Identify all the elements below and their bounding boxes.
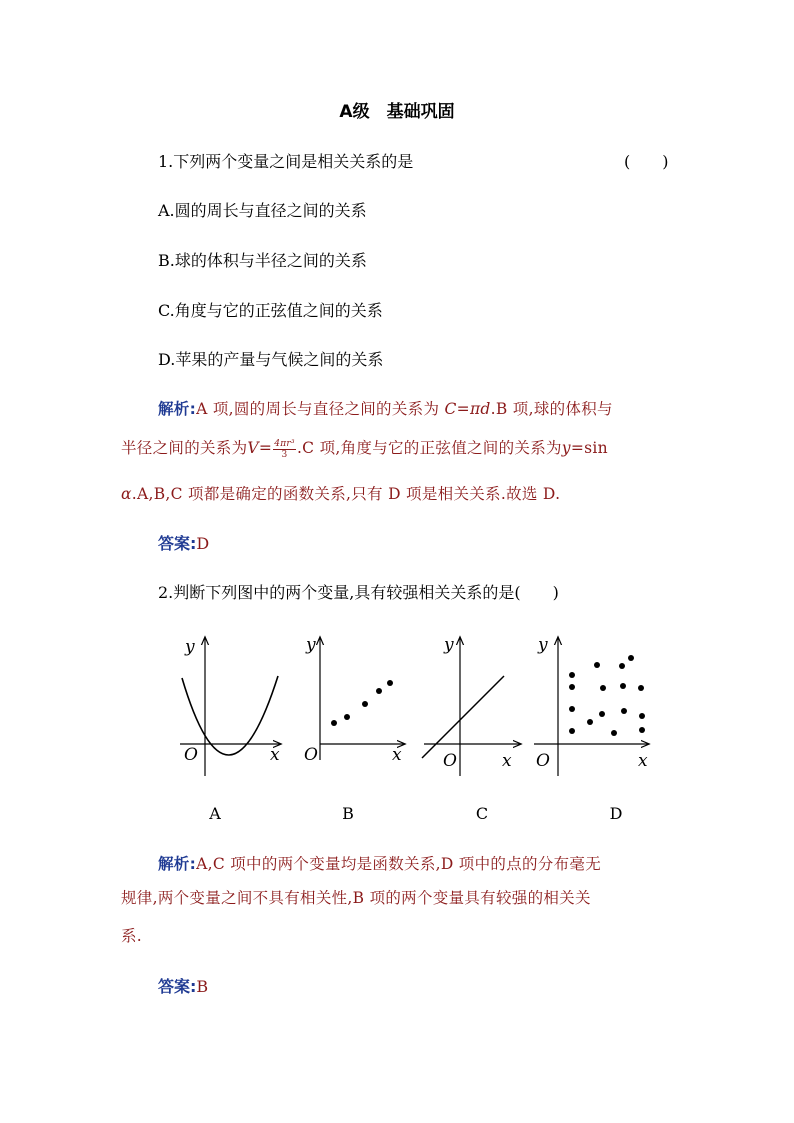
graph-b-point xyxy=(362,701,368,707)
graph-a-x-label: x xyxy=(270,745,280,765)
graph-d-point xyxy=(600,685,606,691)
q1-option-d: D.苹果的产量与气候之间的关系 xyxy=(158,350,384,369)
graph-d-point xyxy=(619,663,625,669)
graph-a-label: A xyxy=(209,804,221,823)
graph-b-point xyxy=(376,688,382,694)
volume-fraction: $\frac{\text{4πr³}}{3}$ xyxy=(274,438,295,460)
q1-option-b: B.球的体积与半径之间的关系 xyxy=(158,251,367,270)
graph-c-x-label: x xyxy=(502,751,512,771)
graph-d-point xyxy=(599,711,605,717)
graph-b-x-label: x xyxy=(392,745,402,765)
graph-b-y-label: y xyxy=(306,635,316,655)
graph-d-point xyxy=(569,728,575,734)
graph-d-point xyxy=(620,683,626,689)
q1-option-c: C.角度与它的正弦值之间的关系 xyxy=(158,301,383,320)
graph-c-label: C xyxy=(475,804,489,823)
graph-b-point xyxy=(344,714,350,720)
graph-d-point xyxy=(569,672,575,678)
q1-analysis-line2: 半径之间的关系为V= $\frac{\text{4πr³}}{3}$ .C 项,角度与它的正弦值之间的关系为y=sin xyxy=(121,438,608,460)
q2-answer: 答案:B xyxy=(158,977,209,996)
q2-analysis-line2: 规律,两个变量之间不具有相关性,B 项的两个变量具有较强的相关关 xyxy=(121,889,591,907)
graph-d-point xyxy=(611,730,617,736)
graph-d-point xyxy=(569,706,575,712)
q1-answer-paren: ( ) xyxy=(624,152,669,171)
graph-b-linear-scatter xyxy=(300,628,410,778)
graph-c-origin: O xyxy=(443,751,457,771)
graph-a-curve xyxy=(182,676,278,755)
q2-analysis-line1: 解析:A,C 项中的两个变量均是函数关系,D 项中的点的分布毫无 xyxy=(158,855,601,873)
graph-d-point xyxy=(594,662,600,668)
graph-c-y-label: y xyxy=(444,635,454,655)
analysis-label: 解析: xyxy=(158,400,197,418)
graph-d-point xyxy=(621,708,627,714)
section-title: A级 基础巩固 xyxy=(339,102,455,122)
graph-a-origin: O xyxy=(184,745,198,765)
graph-d-x-label: x xyxy=(638,751,648,771)
graph-d-point xyxy=(639,713,645,719)
graph-b-point xyxy=(387,680,393,686)
q1-stem: 1.下列两个变量之间是相关关系的是 xyxy=(158,152,414,171)
graph-a-parabola xyxy=(172,628,292,778)
graph-d-point xyxy=(639,727,645,733)
graph-c-line xyxy=(418,628,528,778)
q2-analysis-line3: 系. xyxy=(121,927,143,945)
graph-d-origin: O xyxy=(536,751,550,771)
graph-d-random-scatter xyxy=(530,628,655,778)
graph-b-label: B xyxy=(342,804,354,823)
q1-option-a: A.圆的周长与直径之间的关系 xyxy=(158,201,367,220)
q1-analysis-line3: α.A,B,C 项都是确定的函数关系,只有 D 项是相关关系.故选 D. xyxy=(121,485,561,503)
graph-b-origin: O xyxy=(304,745,318,765)
q2-stem: 2.判断下列图中的两个变量,具有较强相关关系的是( ) xyxy=(158,583,559,602)
q1-answer: 答案:D xyxy=(158,534,210,553)
graph-d-point xyxy=(587,719,593,725)
q1-analysis-line1: 解析:A 项,圆的周长与直径之间的关系为 C=πd.B 项,球的体积与 xyxy=(158,400,613,418)
graph-d-point xyxy=(628,655,634,661)
graph-a-y-label: y xyxy=(185,637,195,657)
graph-d-point xyxy=(638,685,644,691)
graph-c-straight-line xyxy=(422,676,504,758)
graph-d-label: D xyxy=(609,804,623,823)
graph-d-y-label: y xyxy=(538,635,548,655)
graph-d-point xyxy=(569,684,575,690)
graph-b-point xyxy=(331,720,337,726)
